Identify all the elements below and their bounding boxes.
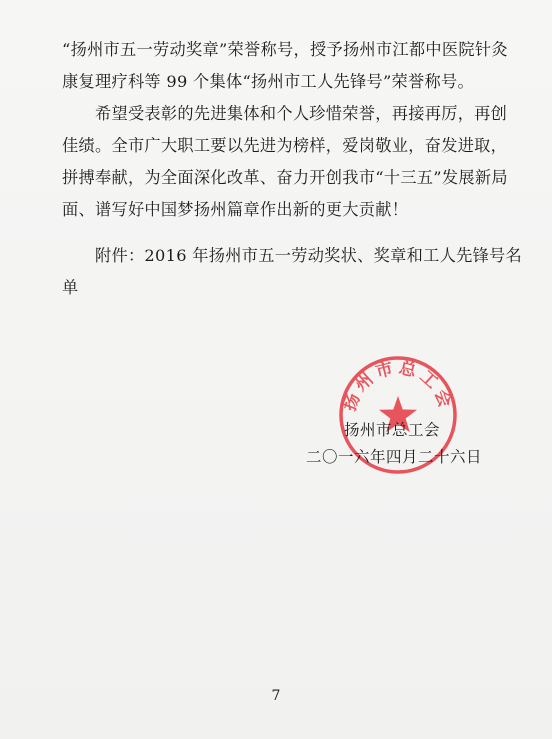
signature-date: 二〇一六年四月二十六日 bbox=[306, 448, 483, 466]
text-line: 拼搏奉献，为全面深化改革、奋力开创我市“十三五”发展新局 bbox=[62, 168, 508, 187]
seal-text: 扬州市总工会 bbox=[339, 357, 457, 414]
text-line: 面、谱写好中国梦扬州篇章作出新的更大贡献！ bbox=[62, 200, 409, 219]
text-line: “扬州市五一劳动奖章”荣誉称号，授予扬州市江都中医院针灸 bbox=[62, 40, 508, 59]
paragraph-expectations bbox=[62, 98, 508, 226]
attachment-note bbox=[62, 240, 523, 304]
text-line: 附件：2016 年扬州市五一劳动奖状、奖章和工人先锋号名 bbox=[62, 246, 523, 265]
text-line: 佳绩。全市广大职工要以先进为榜样，爱岗敬业，奋发进取， bbox=[62, 136, 508, 155]
text-line: 康复理疗科等 99 个集体“扬州市工人先锋号”荣誉称号。 bbox=[62, 72, 474, 91]
paragraph-awards-continued bbox=[62, 34, 508, 98]
text-line: 希望受表彰的先进集体和个人珍惜荣誉，再接再厉，再创 bbox=[62, 104, 508, 123]
signature-organization: 扬州市总工会 bbox=[344, 421, 441, 439]
page-number: 7 bbox=[271, 688, 281, 704]
text-line: 单 bbox=[62, 278, 79, 297]
